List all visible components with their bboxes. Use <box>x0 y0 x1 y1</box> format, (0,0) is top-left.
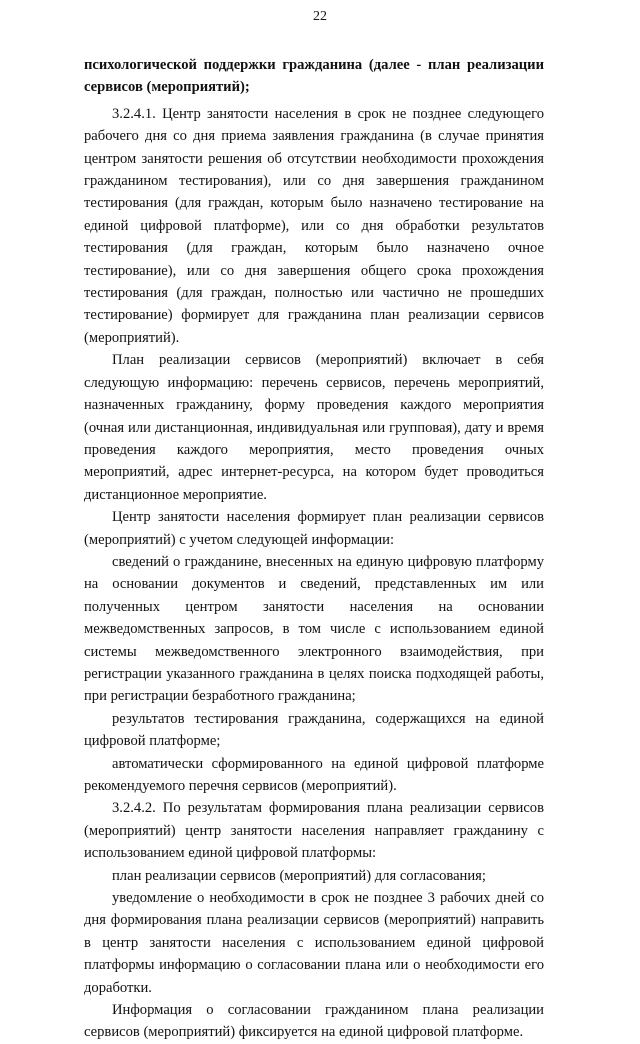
document-body <box>84 54 544 1044</box>
list-item-test-results: результатов тестирования гражданина, содержащихся на единой цифровой платформе; <box>84 710 544 750</box>
list-item-auto-list: автоматически сформированного на единой цифровой платформе рекомендуемого перечня сервисов (мероприятий). <box>84 755 544 794</box>
paragraph-3-2-4-1: 3.2.4.1. Центр занятости населения в срок не позднее следующего рабочего дня со дня приема заявления гражданина (в случае принятия центром занятости решения об отсутствии необходимости прохождения гражданином тестирования), или со дня завершения гражданином тестирования (для граждан, которым было назначено тестирование на единой цифровой платформе), или со дня обработки результатов тестирования (для граждан, которым было назначено очное тестирование), или со дня завершения общего срока прохождения тестирования (для граждан, полностью или частично не прошедших тестирование) формирует для гражданина план реализации сервисов (мероприятий). <box>84 105 544 346</box>
page-number: 22 <box>313 9 327 24</box>
heading-continuation: психологической поддержки гражданина (далее - план реализации сервисов (мероприятий); <box>84 57 544 96</box>
paragraph-plan-formation: Центр занятости населения формирует план реализации сервисов (мероприятий) с учетом следующей информации: <box>84 509 544 548</box>
paragraph-plan-contents: План реализации сервисов (мероприятий) включает в себя следующую информацию: перечень сервисов, перечень мероприятий, назначенных гражданину, форму проведения каждого мероприятия (очная или дистанционная, индивидуальная или групповая), дату и время проведения каждого мероприятия, место проведения очных мероприятий, адрес интернет-ресурса, на котором будет проводиться дистанционное мероприятие. <box>84 352 544 503</box>
paragraph-approval-recorded: Информация о согласовании гражданином плана реализации сервисов (мероприятий) фиксируется на единой цифровой платформе. <box>84 1002 544 1041</box>
paragraph-3-2-4-2: 3.2.4.2. По результатам формирования плана реализации сервисов (мероприятий) центр занятости населения направляет гражданину с использованием единой цифровой платформы: <box>84 800 544 862</box>
list-item-notification: уведомление о необходимости в срок не позднее 3 рабочих дней со дня формирования плана реализации сервисов (мероприятий) направить в центр занятости населения с использованием единой цифровой платформы информацию о согласовании плана или о необходимости его доработки. <box>84 890 544 996</box>
list-item-plan-for-approval: план реализации сервисов (мероприятий) для согласования; <box>112 867 486 884</box>
list-item-citizen-info: сведений о гражданине, внесенных на единую цифровую платформу на основании документов и сведений, представленных им или полученных центром занятости населения на основании межведомственных запросов, в том числе с использованием единой системы межведомственного электронного взаимодействия, при регистрации указанного гражданина в целях поиска подходящей работы, при регистрации безработного гражданина; <box>84 553 544 705</box>
